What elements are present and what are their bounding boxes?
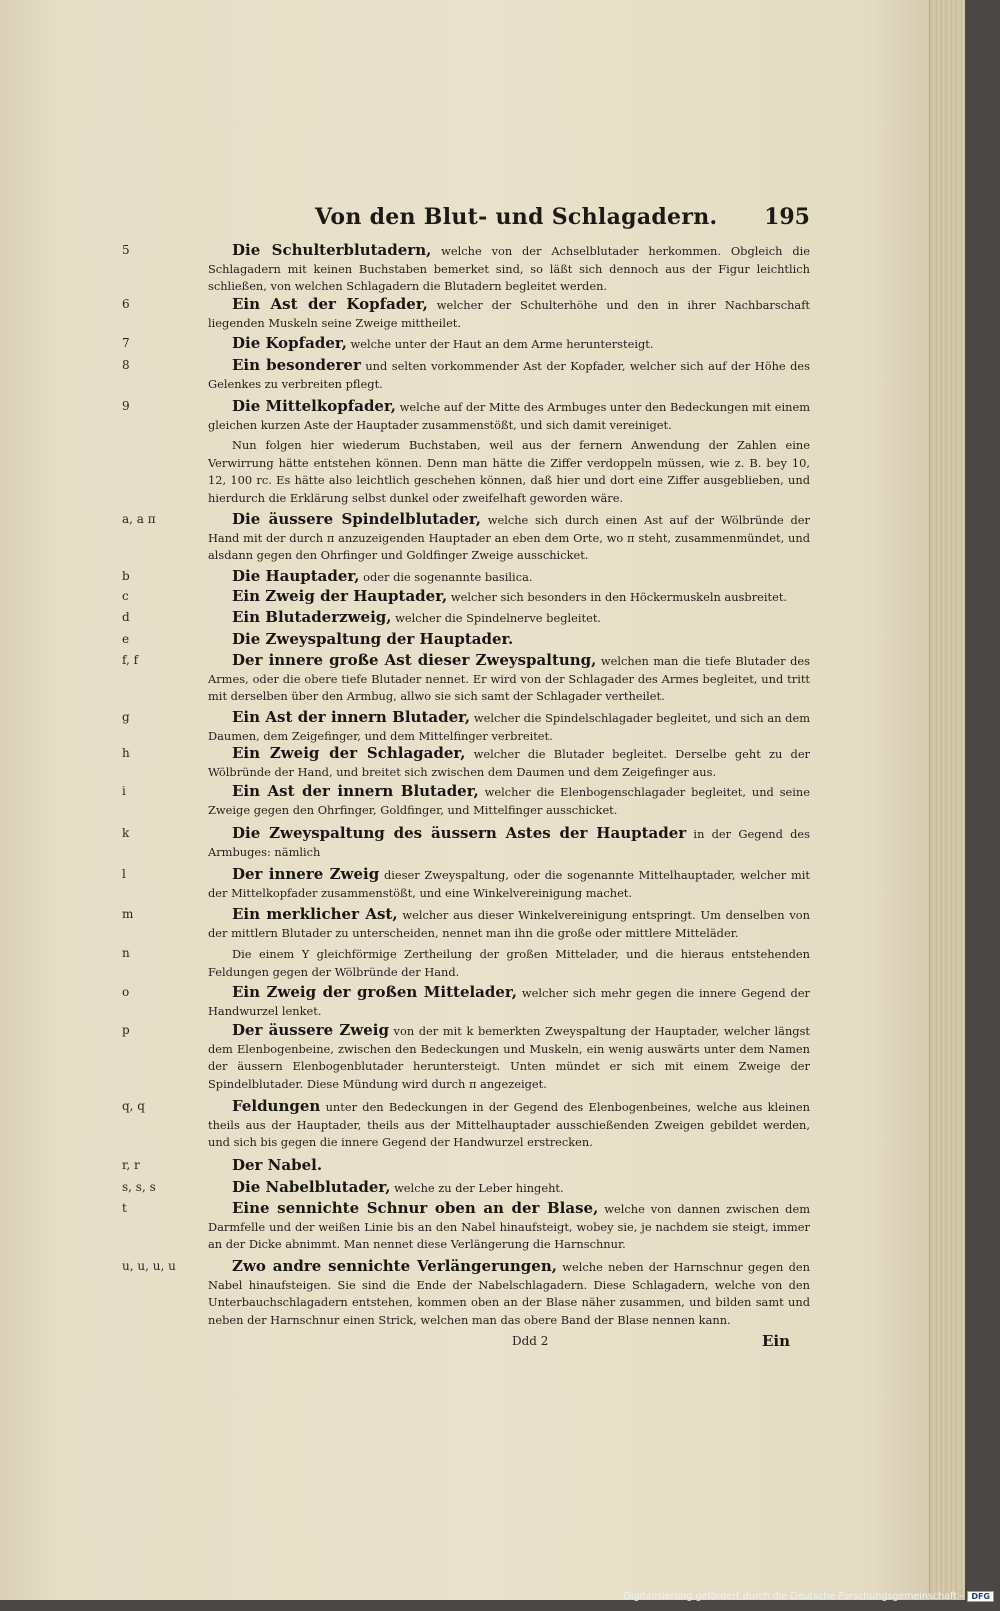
entry-text — [208, 335, 810, 354]
entry-lead: Die Zweyspaltung des äussern Astes der Hauptader — [232, 824, 687, 842]
entry-lead: Ein Zweig der Schlagader, — [232, 744, 466, 762]
entry — [122, 652, 810, 706]
entry-lead: Die Schulterblutadern, — [232, 241, 432, 259]
entry-text — [208, 1258, 810, 1329]
page-edges — [929, 0, 965, 1600]
entry-body: dieser Zweyspaltung, oder die sogenannte Mittelhauptader, welcher mit der Mittelkopfader zusammenstößt, und eine Winkelvereinigung machet. — [208, 868, 810, 900]
entry-body: welche auf der Mitte des Armbuges unter den Bedeckungen mit einem gleichen kurzen Aste der Hauptader zusammenstößt, und sich damit vereiniget. — [208, 400, 811, 432]
page-title: Von den Blut- und Schlagadern. — [315, 204, 718, 230]
entry — [122, 1098, 810, 1152]
entry-body: welchen man die tiefe Blutader des Armes, oder die obere tiefe Blutader nennet. Er wird von der Schlagader des Armes begleitet, und tritt mit derselben über den Armbug, allwo sie sich samt der Schlagader vertheilet. — [208, 654, 810, 703]
entry-text — [208, 296, 810, 332]
entry-body: von der mit k bemerkten Zweyspaltung der Hauptader, welcher längst dem Elenbogenbeine, zwischen den Bedeckungen und Muskeln, ein wenig auswärts unter dem Namen der äussern Elenbogenblutader heruntersteigt. Unten mündet er sich mit einem Zweige der Spindelblutader. Diese Mündung wird durch π angezeiget. — [208, 1024, 810, 1091]
entry — [122, 984, 810, 1020]
entry-text — [208, 1157, 810, 1176]
entry-marker: r, r — [122, 1158, 140, 1172]
entry-lead: Der innere große Ast dieser Zweyspaltung, — [232, 651, 597, 669]
entry — [122, 568, 810, 587]
entry-lead: Die Kopfader, — [232, 334, 347, 352]
entry — [122, 825, 810, 861]
entry-body: welcher die Blutader begleitet. Derselbe geht zu der Wölbründe der Hand, und breitet sich zwischen dem Daumen und dem Zeigefinger aus. — [208, 747, 811, 779]
entry-text — [208, 242, 810, 296]
entry — [122, 1022, 810, 1093]
entry-body: und selten vorkommender Ast der Kopfader, welcher sich auf der Höhe des Gelenkes zu verbreiten pflegt. — [208, 359, 811, 391]
entry-text — [208, 1022, 810, 1093]
entry-marker: q, q — [122, 1099, 145, 1113]
entry-marker: l — [122, 867, 126, 881]
running-header — [315, 204, 810, 234]
entry-text — [208, 783, 810, 819]
entry-body: welcher sich besonders in den Höckermuskeln ausbreitet. — [450, 590, 788, 604]
entry-body: welche sich durch einen Ast auf der Wölbründe der Hand mit der durch π anzuzeigenden Hauptader an eben dem Orte, wo π steht, zusammenmündet, und alsdann gegen den Ohrfinger und Goldfinger Zweige ausschicket. — [208, 513, 810, 562]
entry-lead: Die Zweyspaltung der Hauptader. — [232, 630, 514, 648]
entry-marker: s, s, s — [122, 1180, 156, 1194]
entry-text — [208, 398, 810, 434]
entry-marker: t — [122, 1201, 127, 1215]
entry-lead: Die Hauptader, — [232, 567, 360, 585]
entry-text — [208, 511, 810, 565]
entry-text — [208, 609, 810, 628]
entry — [122, 242, 810, 296]
entry-marker: b — [122, 569, 130, 583]
entry — [122, 945, 810, 981]
entry-body: welcher sich mehr gegen die innere Gegend der Handwurzel lenket. — [208, 986, 810, 1018]
entry-text — [208, 1179, 810, 1198]
entry-body: welche zu der Leber hingeht. — [394, 1181, 564, 1195]
entry-lead: Der innere Zweig — [232, 865, 380, 883]
entry-text — [208, 588, 810, 607]
entry — [122, 745, 810, 781]
entry — [122, 1200, 810, 1254]
entry-body: Nun folgen hier wiederum Buchstaben, weil aus der fernern Anwendung der Zahlen eine Verwirrung hätte entstehen können. Denn man hätte die Ziffer verdoppeln müssen, wie z. B. bey 10, 12, 100 rc. Es hätte also leichtlich geschehen können, daß hier und dort eine Ziffer ausgeblieben, und hierdurch die Erklärung selbst dunkel oder zweifelhaft geworden wäre. — [208, 438, 810, 505]
entry — [122, 1179, 810, 1198]
entry-text — [208, 825, 810, 861]
entry-lead: Ein besonderer — [232, 356, 361, 374]
entry-marker: a, a π — [122, 512, 156, 526]
entry-marker: d — [122, 610, 130, 624]
credit-text: Digitalisierung gefördert durch die Deutsche Forschungsgemeinschaft - — [623, 1591, 964, 1602]
entry — [122, 588, 810, 607]
entry — [122, 709, 810, 745]
entry-body: welche von dannen zwischen dem Darmfelle und der weißen Linie bis an den Nabel hinaufsteigt, wobey sie, je nachdem sie steigt, immer an der Dicke abnimmt. Man nennet diese Verlängerung die Harnschnur. — [208, 1202, 810, 1251]
entry — [122, 398, 810, 434]
entry-text — [208, 652, 810, 706]
entry-lead: Die Nabelblutader, — [232, 1178, 391, 1196]
entry-marker: 9 — [122, 399, 130, 413]
entry — [122, 296, 810, 332]
entry-text — [208, 631, 810, 650]
dfg-logo: DFG — [967, 1591, 994, 1602]
entry-lead: Ein merklicher Ast, — [232, 905, 398, 923]
entry-lead: Ein Blutaderzweig, — [232, 608, 392, 626]
entry-marker: 7 — [122, 336, 130, 350]
entry-lead: Ein Ast der innern Blutader, — [232, 708, 471, 726]
entry-text — [208, 709, 810, 745]
entry — [122, 609, 810, 628]
entry-lead: Ein Ast der innern Blutader, — [232, 782, 479, 800]
entry-marker: 8 — [122, 358, 130, 372]
entry — [122, 1258, 810, 1329]
entry-lead: Ein Ast der Kopfader, — [232, 295, 428, 313]
signature-mark: Ddd 2 — [512, 1334, 549, 1348]
entry — [122, 1157, 810, 1176]
entry-body: welcher aus dieser Winkelvereinigung entspringt. Um denselben von der mittlern Blutader zu unterscheiden, nennet man ihn die große oder mittlere Mitteläder. — [208, 908, 810, 940]
entry-text — [208, 906, 810, 942]
entry-marker: p — [122, 1023, 130, 1037]
entry-lead: Die äussere Spindelblutader, — [232, 510, 481, 528]
entry — [122, 335, 810, 354]
entry — [122, 631, 810, 650]
entry-body: unter den Bedeckungen in der Gegend des Elenbogenbeines, welche aus kleinen theils aus der Hauptader, theils aus der Mittelhauptader ausschießenden Zweigen gebildet werden, und sich bis gegen die innere Gegend der Handwurzel erstrecken. — [208, 1100, 810, 1149]
entry-text — [208, 745, 810, 781]
entry-body: oder die sogenannte basilica. — [363, 570, 533, 584]
entry-text — [208, 436, 810, 507]
entry-text — [208, 984, 810, 1020]
entry-marker: f, f — [122, 653, 139, 667]
entry-lead: Der Nabel. — [232, 1156, 323, 1174]
entry-marker: g — [122, 710, 130, 724]
entry-marker: 6 — [122, 297, 130, 311]
digitization-credit — [624, 1591, 994, 1602]
entry-body: welcher der Schulterhöhe und den in ihrer Nachbarschaft liegenden Muskeln seine Zweige mittheilet. — [208, 298, 810, 330]
entry-text — [208, 945, 810, 981]
entry-marker: k — [122, 826, 130, 840]
entry-body: welcher die Elenbogenschlagader begleitet, und seine Zweige gegen den Ohrfinger, Goldfinger, und Mittelfinger ausschicket. — [208, 785, 811, 817]
entry-text — [208, 866, 810, 902]
entry-marker: n — [122, 946, 130, 960]
entry-text — [208, 568, 810, 587]
entry-marker: e — [122, 632, 130, 646]
entry — [122, 906, 810, 942]
entry-body: welcher die Spindelschlagader begleitet, und sich an dem Daumen, dem Zeigefinger, und dem Mittelfinger verbreitet. — [208, 711, 811, 743]
entry-lead: Ein Zweig der großen Mittelader, — [232, 983, 517, 1001]
entry — [122, 357, 810, 393]
entry — [122, 783, 810, 819]
entry-body: welche neben der Harnschnur gegen den Nabel hinaufsteigen. Sie sind die Ende der Nabelschlagadern. Diese Schlagadern, welche von den Unterbauchschlagadern entstehen, kommen oben an der Blase näher zusammen, und bilden samt und neben der Harnschnur einen Strick, welchen man das obere Band der Blase nennen kann. — [208, 1260, 810, 1327]
entry-lead: Zwo andre sennichte Verlängerungen, — [232, 1257, 557, 1275]
entry-marker: u, u, u, u — [122, 1259, 176, 1273]
entry-lead: Eine sennichte Schnur oben an der Blase, — [232, 1199, 599, 1217]
entry-body: welche von der Achselblutader herkommen. Obgleich die Schlagadern mit keinen Buchstaben bemerket sind, so läßt sich dennoch aus der Figur leichtlich schließen, von welchen Schlagadern die Blutadern begleitet werden. — [208, 244, 810, 293]
entry-lead: Der äussere Zweig — [232, 1021, 389, 1039]
entry-lead: Feldungen — [232, 1097, 321, 1115]
entry-marker: i — [122, 784, 126, 798]
entry-marker: o — [122, 985, 130, 999]
entry-marker: m — [122, 907, 134, 921]
page-number: 195 — [764, 204, 810, 230]
entry-body: in der Gegend des Armbuges: nämlich — [208, 827, 810, 859]
entry — [122, 511, 810, 565]
entry-body: welche unter der Haut an dem Arme heruntersteigt. — [350, 337, 654, 351]
entry-text — [208, 1200, 810, 1254]
entry-text — [208, 1098, 810, 1152]
entry-text — [208, 357, 810, 393]
entry-body: Die einem Y gleichförmige Zertheilung der großen Mittelader, und die hieraus entstehenden Feldungen gegen der Wölbründe der Hand. — [208, 947, 810, 979]
entry-marker: 5 — [122, 243, 130, 257]
entry — [122, 866, 810, 902]
entry-marker: c — [122, 589, 129, 603]
entry-lead: Die Mittelkopfader, — [232, 397, 397, 415]
entry — [122, 436, 810, 507]
catchword: Ein — [762, 1332, 791, 1350]
entry-body: welcher die Spindelnerve begleitet. — [395, 611, 602, 625]
entry-marker: h — [122, 746, 130, 760]
entry-lead: Ein Zweig der Hauptader, — [232, 587, 448, 605]
